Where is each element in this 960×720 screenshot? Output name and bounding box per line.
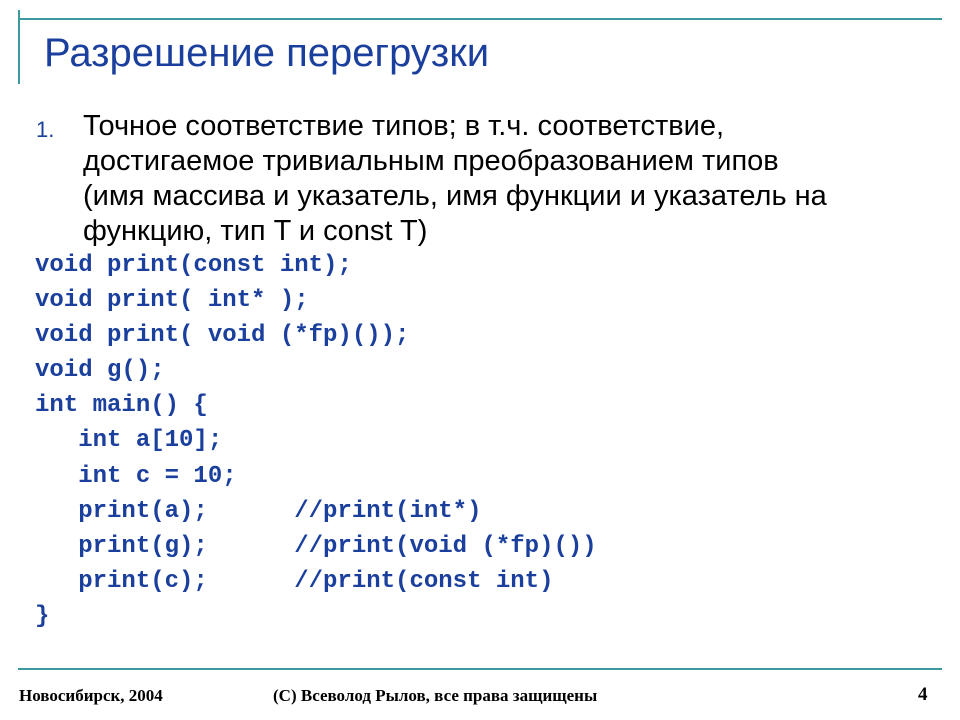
code-line: } — [35, 602, 50, 630]
code-block — [35, 248, 597, 634]
list-item-line: функцию, тип T и const T) — [83, 215, 428, 247]
footer-location-year: Новосибирск, 2004 — [19, 686, 163, 705]
title-vertical-rule — [18, 10, 20, 84]
list-item-number: 1. — [36, 117, 55, 142]
code-line: print(a); //print(int*) — [35, 497, 482, 525]
list-item-line: Точное соответствие типов; в т.ч. соответствие, — [83, 110, 725, 142]
code-line: void print( int* ); — [35, 287, 309, 315]
list-item-line: достигаемое тривиальным преобразованием типов — [83, 145, 779, 177]
title-horizontal-rule — [18, 18, 942, 20]
list-item — [36, 109, 936, 249]
list-item-text — [83, 109, 936, 249]
code-line: int main() { — [35, 392, 208, 420]
list-item-line: (имя массива и указатель, имя функции и указатель на — [83, 180, 827, 212]
slide-title: Разрешение перегрузки — [44, 31, 490, 75]
code-line: int c = 10; — [35, 462, 237, 490]
page-number: 4 — [918, 684, 928, 705]
code-line: void print(const int); — [35, 252, 352, 279]
code-line: int a[10]; — [35, 427, 223, 455]
code-line: print(g); //print(void (*fp)()) — [35, 532, 597, 560]
code-line: print(c); //print(const int) — [35, 567, 554, 595]
footer-copyright: (C) Всеволод Рылов, все права защищены — [273, 686, 598, 705]
code-line: void print( void (*fp)()); — [35, 322, 410, 350]
code-line: void g(); — [35, 357, 165, 385]
footer-rule — [18, 668, 942, 670]
